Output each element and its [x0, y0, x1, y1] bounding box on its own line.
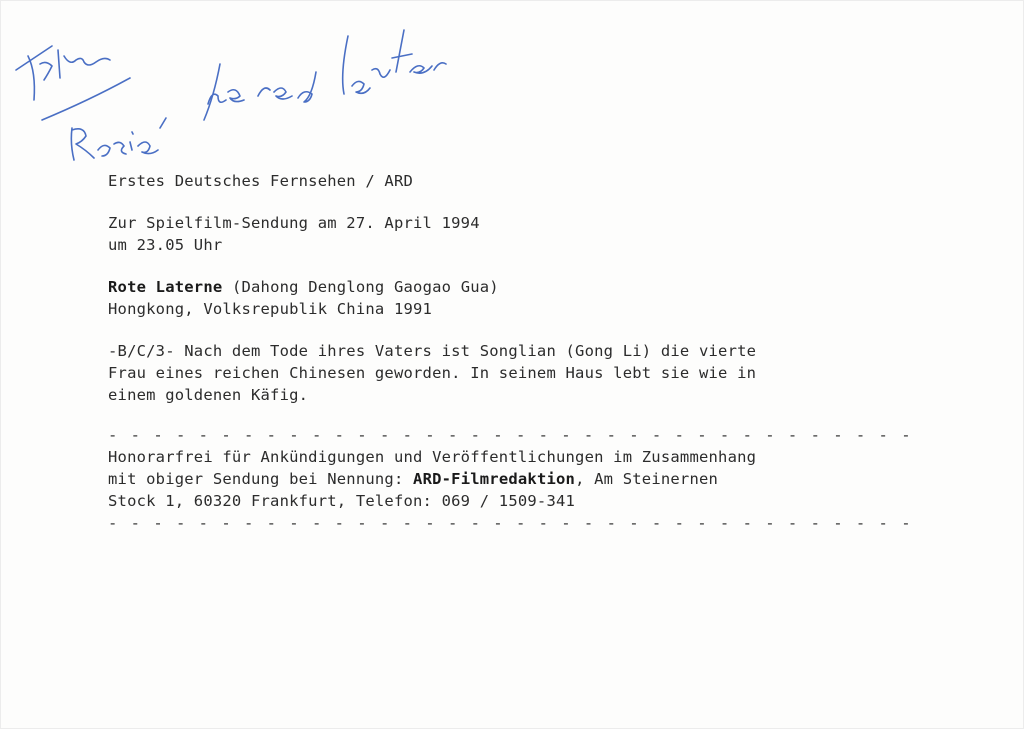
credits-editorial-name: ARD-Filmredaktion: [413, 470, 576, 488]
broadcaster-heading: Erstes Deutsches Fernsehen / ARD: [108, 172, 414, 190]
synopsis-line-2: Frau eines reichen Chinesen geworden. In seinem Haus lebt sie wie in: [108, 364, 757, 382]
broadcast-time: um 23.05 Uhr: [108, 236, 223, 254]
broadcast-date: Zur Spielfilm-Sendung am 27. April 1994: [108, 214, 480, 232]
press-release-text: [108, 170, 913, 534]
credits-line-1: Honorarfrei für Ankündigungen und Veröffentlichungen im Zusammenhang: [108, 448, 757, 466]
synopsis-line-1: -B/C/3- Nach dem Tode ihres Vaters ist Songlian (Gong Li) die vierte: [108, 342, 757, 360]
credits-line-2-address: , Am Steinernen: [575, 470, 719, 488]
credits-line-3: Stock 1, 60320 Frankfurt, Telefon: 069 / 1509-341: [108, 492, 576, 510]
credits-line-2: [108, 468, 848, 490]
synopsis-line-3: einem goldenen Käfig.: [108, 386, 309, 404]
separator-top: - - - - - - - - - - - - - - - - - - - - - - - - - - - - - - - - - - - -: [108, 426, 913, 444]
film-title: Rote Laterne: [108, 278, 223, 296]
credits-line-2-text: mit obiger Sendung bei Nennung:: [108, 470, 414, 488]
film-original-title: (Dahong Denglong Gaogao Gua): [231, 278, 499, 296]
film-origin: Hongkong, Volksrepublik China 1991: [108, 300, 433, 318]
separator-bottom: - - - - - - - - - - - - - - - - - - - - - - - - - - - - - - - - - - - -: [108, 514, 913, 532]
handwritten-note: [0, 0, 460, 175]
film-title-line: [108, 276, 848, 298]
